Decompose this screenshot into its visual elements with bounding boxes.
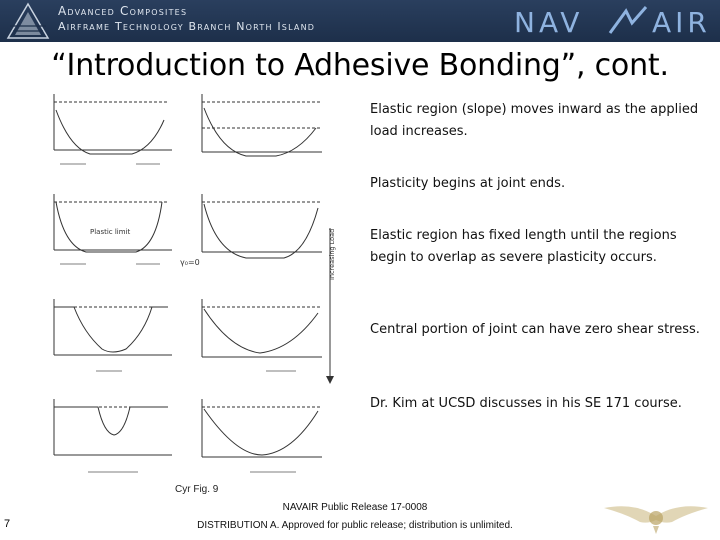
increasing-load-label: Increasing Load [328,228,336,280]
page-number: 7 [4,518,11,530]
gamma-zero-label: γ₀=0 [180,258,200,267]
navair-logo-text-right: AIR [652,6,711,37]
figure-row-1 [54,94,322,156]
figure-row-4 [54,399,322,457]
plastic-limit-label: Plastic limit [90,228,131,236]
bullet-zero-shear-stress: Central portion of joint can have zero shear stress. [370,322,700,337]
shear-stress-figure [40,88,340,488]
release-notice: NAVAIR Public Release 17-0008 [282,502,428,513]
navair-logo-text-left: NAV [514,6,584,37]
navair-logo-icon [514,5,714,37]
org-name: Advanced Composites [58,4,188,18]
header-bar [0,0,720,42]
bullet-ucsd-course: Dr. Kim at UCSD discusses in his SE 171 course. [370,396,682,411]
distribution-notice: DISTRIBUTION A. Approved for public release; distribution is unlimited. [197,520,513,531]
naval-aviator-wings-icon [600,496,712,536]
slide-title: “Introduction to Adhesive Bonding”, cont. [51,48,669,83]
figure-row-2 [54,194,322,258]
figure-caption: Cyr Fig. 9 [175,484,219,495]
bullet-elastic-fixed-length: Elastic region has fixed length until the regions begin to overlap as severe plasticity occurs. [370,228,677,265]
bullet-elastic-region-slope: Elastic region (slope) moves inward as the applied load increases. [370,102,699,139]
advanced-composites-logo-icon [4,2,52,40]
figure-row-3 [54,299,322,357]
org-branch: Airframe Technology Branch North Island [58,20,316,33]
bullet-plasticity-begins: Plasticity begins at joint ends. [370,176,566,191]
